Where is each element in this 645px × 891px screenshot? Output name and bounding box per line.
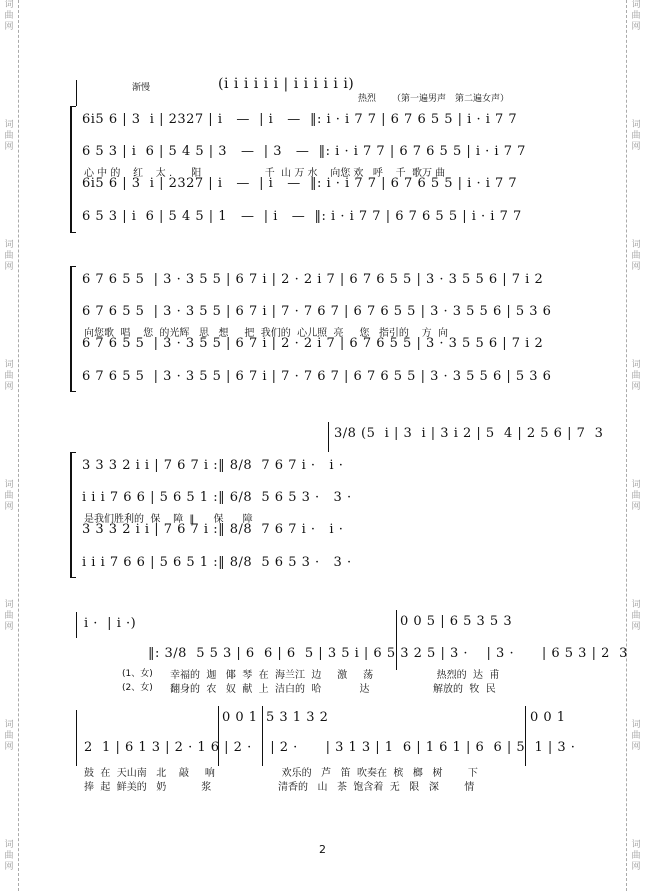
watermark-text: 词 曲 网: [4, 600, 14, 632]
watermark-text: 词 曲 网: [4, 840, 14, 872]
watermark-text: 词 曲 网: [631, 480, 641, 512]
barline: [262, 706, 263, 766]
lyric-line: 向您歌 唱 您 的光辉 思 想 把 我们的 心儿照 亮 您 指引的 方 向: [84, 328, 448, 339]
lyric-verse-2: 翻身的 农 奴 献 上 洁白的 哈 达 解放的 牧 民: [170, 684, 496, 695]
watermark-text: 词 曲 网: [4, 0, 14, 32]
page-number: 2: [319, 843, 326, 856]
alternate-ending: 0 0 5 | 6 5 3 5 3: [400, 614, 513, 629]
barline: [396, 610, 397, 670]
watermark-text: 词 曲 网: [631, 120, 641, 152]
score-system-2: [70, 262, 580, 392]
verse-tag: (1、女): [122, 669, 153, 679]
staff-line-2: 6 7 6 5 5 | 3 · 3 5 5 | 6 7 i | 7 · 7 6 7 | 6 7 6 5 5 | 3 · 3 5 5 6 | 5 3 6: [82, 304, 552, 319]
watermark-text: 词 曲 网: [4, 720, 14, 752]
lyric-verse-1: 鼓 在 天山南 北 敲 响 欢乐的 芦 笛 吹奏在 槟 榔 树 下: [84, 768, 478, 779]
staff-line-1: 6i5 6 | 3 i | 2327 | i — | i — ‖: i · i 7 7 | 6 7 6 5 5 | i · i 7 7: [82, 112, 518, 127]
barline: [76, 710, 77, 766]
watermark-text: 词 曲 网: [4, 240, 14, 272]
staff-line-3: 6 7 6 5 5 | 3 · 3 5 5 | 6 7 i | 2 · 2 i 7 | 6 7 6 5 5 | 3 · 3 5 5 6 | 7 i 2: [82, 336, 544, 351]
staff-line-1: 3 3 3 2 i i | 7 6 7 i :‖ 8/8 7 6 7 i · i ·: [82, 458, 344, 473]
alternate-ending: 0 0 1: [530, 710, 566, 725]
alternate-ending: 5 3 1 3 2: [266, 710, 329, 725]
barline: [218, 706, 219, 766]
system-bracket: [70, 106, 76, 233]
system-bracket: [70, 266, 76, 392]
closing-phrase: i · | i ·): [84, 616, 137, 631]
watermark-text: 词 曲 网: [4, 120, 14, 152]
alternate-ending: 0 0 1: [222, 710, 258, 725]
verse-tag: (2、女): [122, 683, 153, 693]
staff-line-1: 6 7 6 5 5 | 3 · 3 5 5 | 6 7 i | 2 · 2 i 7 | 6 7 6 5 5 | 3 · 3 5 5 6 | 7 i 2: [82, 272, 544, 287]
voice-note: （第一遍男声 第二遍女声）: [392, 94, 510, 104]
barline: [76, 612, 77, 638]
barline: [76, 80, 77, 106]
tempo-marking: 热烈: [358, 94, 377, 104]
system-bracket: [70, 452, 76, 578]
watermark-text: 词 曲 网: [631, 0, 641, 32]
score-system-1: [70, 78, 580, 228]
watermark-text: 词 曲 网: [631, 840, 641, 872]
staff-line-3: 3 3 3 2 i i | 7 6 7 i :‖ 8/8 7 6 7 i · i ·: [82, 522, 344, 537]
lyric-verse-2: 捧 起 鲜美的 奶 浆 清香的 山 茶 饱含着 无 限 深 情: [84, 782, 475, 793]
barline: [525, 706, 526, 766]
lyric-verse-1: 幸福的 迦 倻 琴 在 海兰江 边 激 荡 热烈的 达 甫: [170, 670, 500, 681]
watermark-text: 词 曲 网: [631, 720, 641, 752]
intro-phrase: (i i i i i i | i i i i i i): [218, 76, 355, 92]
watermark-text: 词 曲 网: [631, 360, 641, 392]
interlude-phrase: 3/8 (5 i | 3 i | 3 i 2 | 5 4 | 2 5 6 | 7 3: [334, 426, 604, 441]
score-system-5: [70, 704, 580, 804]
watermark-text: 词 曲 网: [631, 240, 641, 272]
staff-line-4: i i i 7 6 6 | 5 6 5 1 :‖ 8/8 5 6 5 3 · 3 ·: [82, 555, 352, 570]
staff-line-2: 6 5 3 | i 6 | 5 4 5 | 3 — | 3 — ‖: i · i 7 7 | 6 7 6 5 5 | i · i 7 7: [82, 144, 526, 159]
right-margin-watermark: [626, 0, 645, 891]
lyric-line: 心 中 的 红 太 . 阳 千 山 万 水 向您 欢 呼 千 歌万 曲: [84, 168, 446, 179]
melody-line: ‖: 3/8 5 5 3 | 6 6 | 6 5 | 3 5 i | 6 5 3 2 5 | 3 · | 3 · | 6 5 3 | 2 3: [148, 646, 628, 661]
lyric-line: 是我们胜利的 保 障 ‖ 保 障: [84, 514, 253, 525]
score-system-3: [70, 422, 604, 582]
watermark-text: 词 曲 网: [4, 360, 14, 392]
watermark-text: 词 曲 网: [4, 480, 14, 512]
staff-line-4: 6 7 6 5 5 | 3 · 3 5 5 | 6 7 i | 7 · 7 6 7 | 6 7 6 5 5 | 3 · 3 5 5 6 | 5 3 6: [82, 369, 552, 384]
tempo-marking: 渐慢: [132, 83, 151, 93]
staff-line-2: i i i 7 6 6 | 5 6 5 1 :‖ 6/8 5 6 5 3 · 3 ·: [82, 490, 352, 505]
melody-line: 2 1 | 6 1 3 | 2 · 1 6 | 2 · | 2 · | 3 1 3 | 1 6 | 1 6 1 | 6 6 | 5 1 | 3 ·: [84, 740, 576, 755]
left-margin-watermark: [0, 0, 19, 891]
score-system-4: [70, 608, 628, 698]
staff-line-4: 6 5 3 | i 6 | 5 4 5 | 1 — | i — ‖: i · i 7 7 | 6 7 6 5 5 | i · i 7 7: [82, 209, 522, 224]
watermark-text: 词 曲 网: [631, 600, 641, 632]
staff-line-3: 6i5 6 | 3 i | 2327 | i — | i — ‖: i · i 7 7 | 6 7 6 5 5 | i · i 7 7: [82, 176, 518, 191]
barline: [328, 422, 329, 452]
